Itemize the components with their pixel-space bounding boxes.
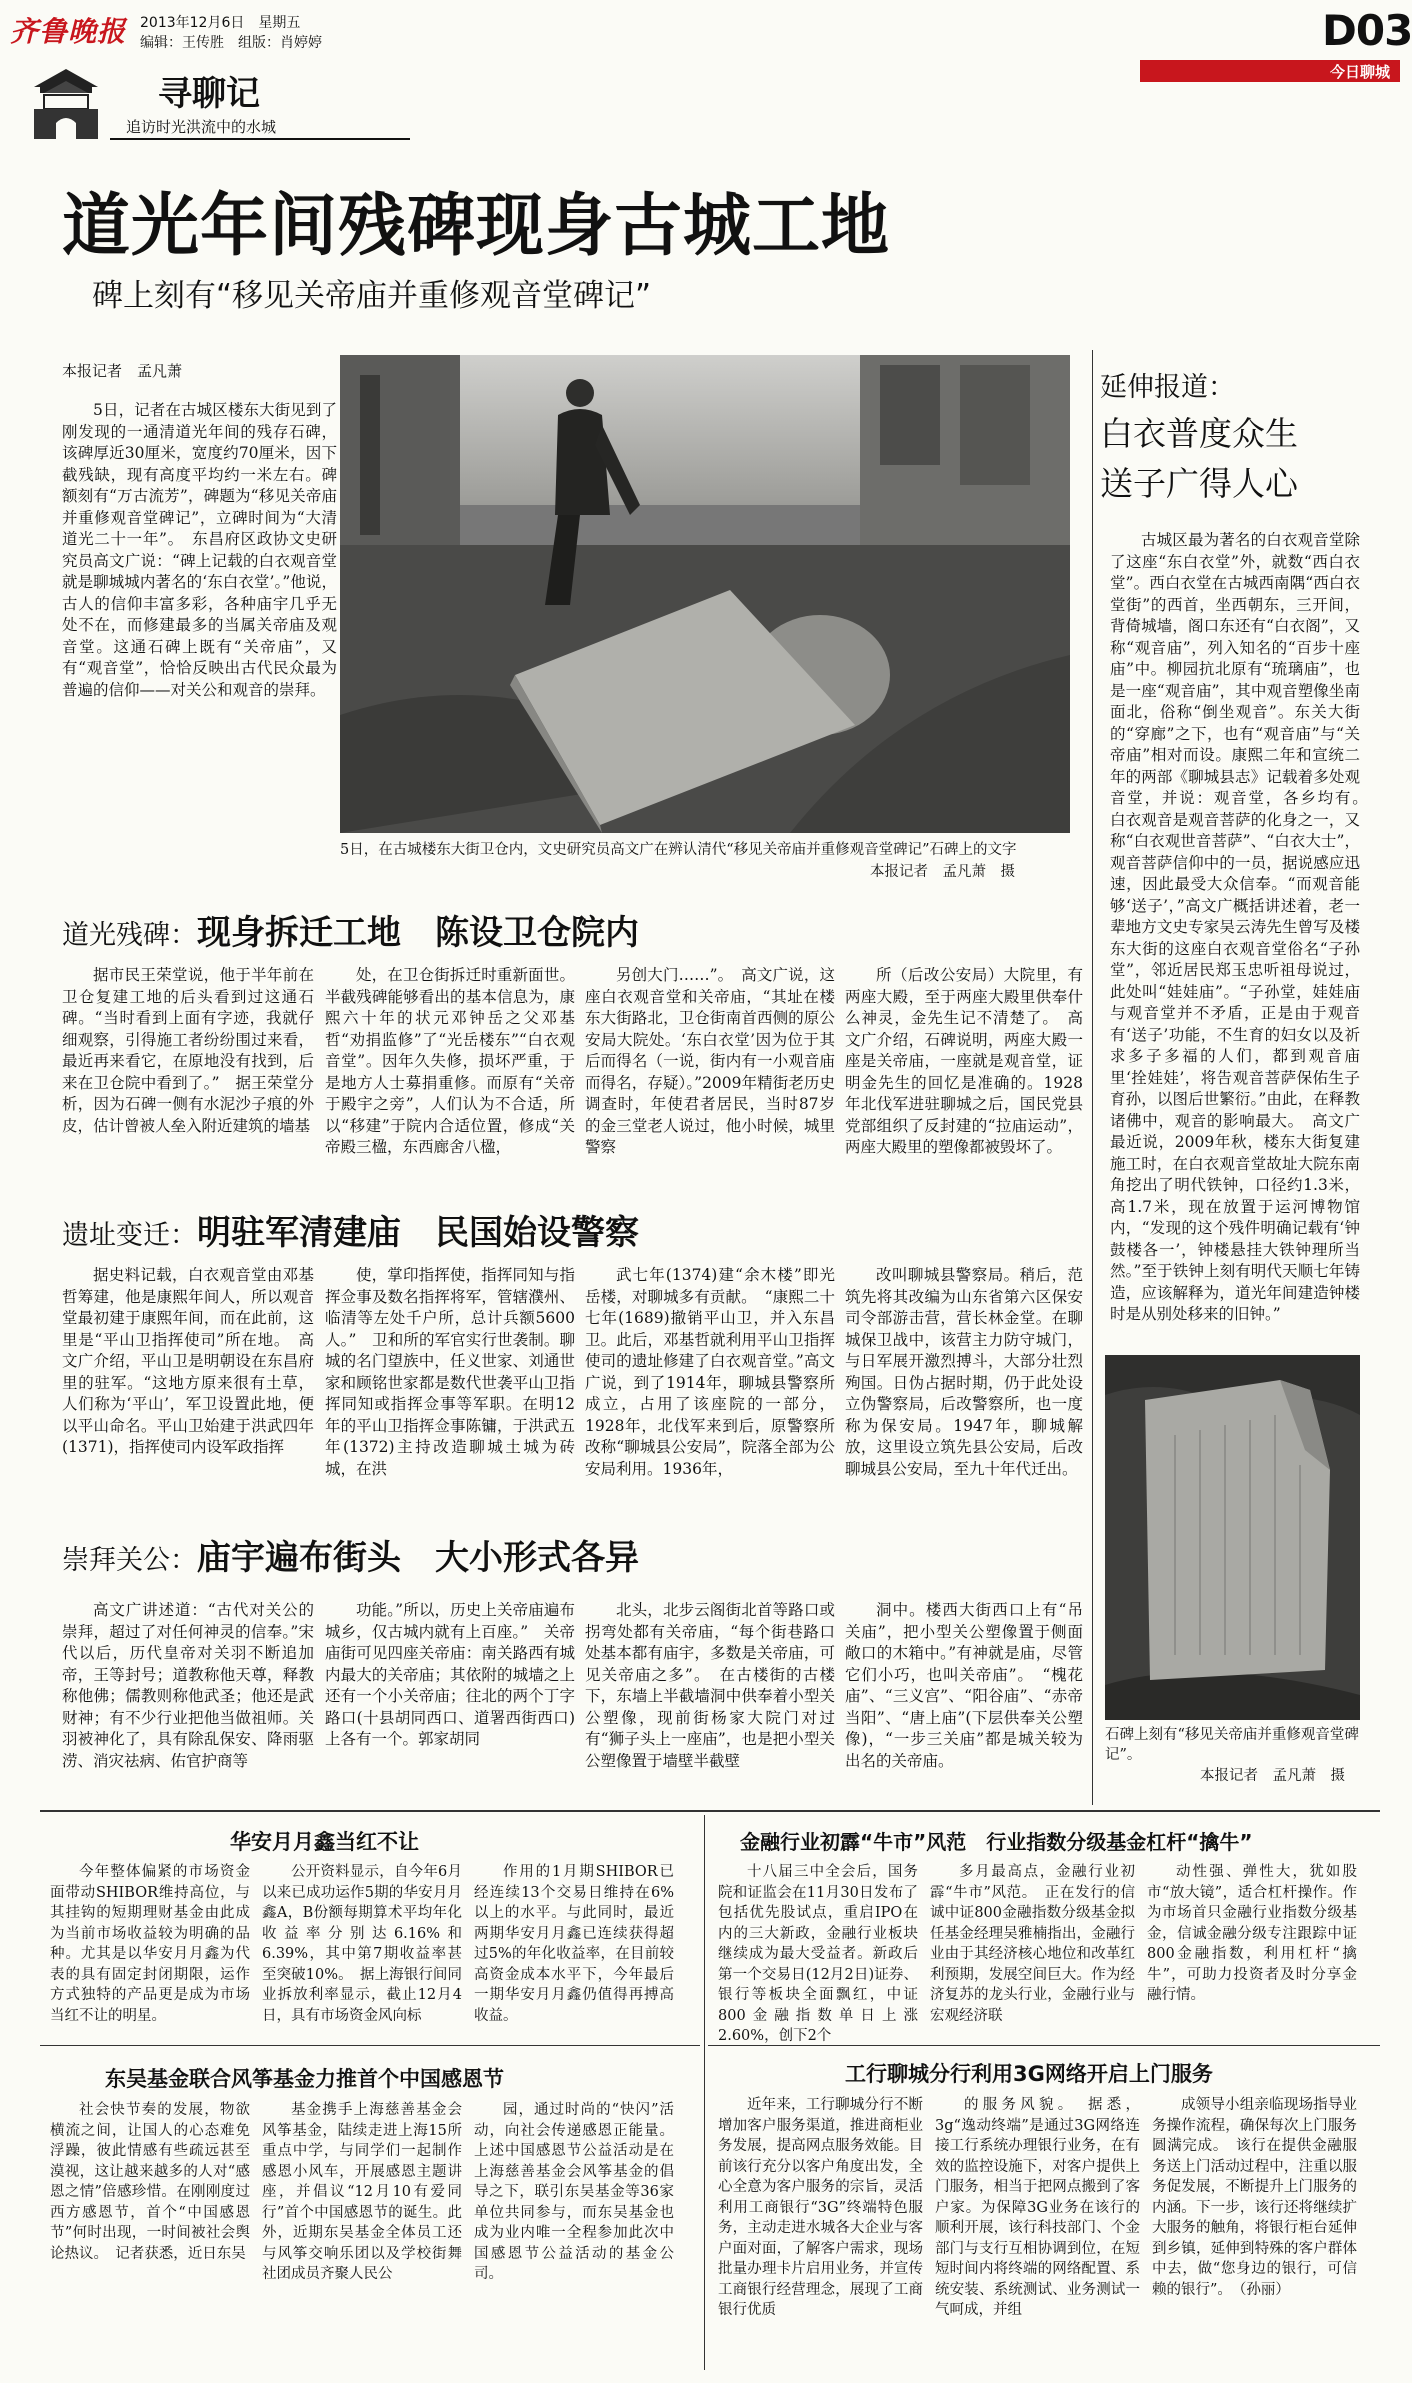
section-1-heading <box>62 905 639 954</box>
sidebar-label: 延伸报道： <box>1100 372 1235 403</box>
byline: 本报记者 孟凡萧 <box>62 362 183 380</box>
finance-b-title: 金融行业初霹“牛市”风范 行业指数分级基金杠杆“擒牛” <box>740 1830 1253 1854</box>
finance-a-col-3: 作用的1月期SHIBOR已经连续13个交易日维持在6%以上的水平。与此同时，最近两期华安月月鑫已连续获得超过5%的年化收益率，在目前较高资金成本水平下，今年最后一期华安月月鑫仍值得再搏高收益。 <box>474 1864 674 2024</box>
section-2-col-3: 武七年(1374)建“余木楼”即光岳楼，对聊城多有贡献。 “康熙二十七年(1689)撤销平山卫，并入东昌卫。此后，邓基哲就利用平山卫指挥使司的遗址修建了白衣观音堂。”高文广说，到了1914年，聊城县警察所成立，占用了该座院的一部分，1928年，北伐军来到后，原警察所改称“聊城县公安局”，院落全部为公安局利用。1936年， <box>585 1266 835 1478</box>
stele-photo <box>1105 1355 1360 1720</box>
editors-line: 编辑：王传胜 组版：肖婷婷 <box>140 35 322 51</box>
finance-d-col-1: 近年来，工行聊城分行不断增加客户服务渠道，推进商柜业务发展，提高网点服务效能。目前该行充分以客户角度出发，全心全意为客户服务的宗旨，灵活利用工商银行“3G”终端特色服务，主动走进水城各大企业与客户面对面，了解客户需求，现场批量办理卡片启用业务，并宣传工商银行经营理念，展现了工商银行优质 <box>718 2097 923 2318</box>
subheadline: 碑上刻有“移见关帝庙并重修观音堂碑记” <box>92 278 652 314</box>
finance-divider-top <box>40 1810 1380 1812</box>
section-1-prefix: 道光残碑： <box>62 920 197 951</box>
section-1-col-1: 据市民王荣堂说，他于半年前在卫仓复建工地的后头看到过这通石碑。“当时看到上面有字迹，我就仔细观察，引得施工者纷纷围过来看，最近再来看它，在原地没有找到，后来在卫仓院中看到了。” 据王荣堂分析，因为石碑一侧有水泥沙子痕的外皮，估计曾被人垒入附近建筑的墙基 <box>62 966 314 1135</box>
section-3-col-1: 高文广讲述道：“古代对关公的崇拜，超过了对任何神灵的信奉。”宋代以后，历代皇帝对关羽不断追加帝，王等封号；道教称他天尊，释教称他佛；儒教则称他武圣；他还是武财神；有不少行业把他当做祖师。关羽被神化了，具有除乱保安、降雨驱涝、消灾祛病、佑官护商等 <box>62 1601 314 1770</box>
column-name: 寻聊记 <box>158 74 260 114</box>
finance-c-col-3: 园，通过时尚的“快闪”活动，向社会传递感恩正能量。上述中国感恩节公益活动是在上海慈善基金会风筝基金的倡导之下，联引东吴基金等36家单位共同参与，而东吴基金也成为业内唯一全程参加此次中国感恩节公益活动的基金公司。 <box>474 2102 674 2282</box>
finance-divider-right-mid <box>708 2045 1380 2046</box>
section-3-col-3: 北头，北步云阁街北首等路口或拐弯处都有关帝庙，“每个街巷路口处基本都有庙宇，多数是关帝庙，可见关帝庙之多”。 在古楼街的古楼下，东墙上半截墙洞中供奉着小型关公塑像，现前街杨家大院门对过有“狮子头上一座庙”，也是把小型关公塑像置于墙壁半截壁 <box>585 1601 835 1770</box>
sidebar-divider <box>1092 350 1093 1805</box>
section-2-prefix: 遗址变迁： <box>62 1220 197 1251</box>
column-slogan-bar <box>110 116 410 140</box>
main-photo-credit: 本报记者 孟凡萧 摄 <box>870 864 1015 880</box>
finance-a-col-1: 今年整体偏紧的市场资金面带动SHIBOR维持高位，与其挂钩的短期理财基金由此成为当前市场收益较为明确的品种。尤其是以华安月月鑫为代表的具有固定封闭期限，运作方式独特的产品更是成为市场当红不让的明星。 <box>50 1864 250 2024</box>
column-slogan: 追访时光洪流中的水城 <box>126 118 277 136</box>
finance-b-col-1: 十八届三中全会后，国务院和证监会在11月30日发布了包括优先股试点，重启IPO在内的三大新政，金融行业板块继续成为最大受益者。新政后第一个交易日(12月2日)证券、银行等板块全面飘红，中证800金融指数单日上涨2.60%，创下2个 <box>718 1864 918 2044</box>
main-photo-caption: 5日，在古城楼东大街卫仓内，文史研究员高文广在辨认清代“移见关帝庙并重修观音堂碑记”石碑上的文字 <box>340 842 1017 858</box>
finance-a-title: 华安月月鑫当红不让 <box>230 1830 419 1854</box>
finance-b-col-3: 动性强、弹性大，犹如股市“放大镜”，适合杠杆操作。作为市场首只金融行业指数分级基金，信诚金融分级专注跟踪中证800金融指数，利用杠杆“擒牛”，可助力投资者及时分享金融行情。 <box>1147 1864 1357 2003</box>
column-logo-icon <box>30 65 102 143</box>
section-tag-label: 今日聊城 <box>1329 63 1390 81</box>
page-number: D03 <box>1322 6 1412 55</box>
stele-caption: 石碑上刻有“移见关帝庙并重修观音堂碑记”。 <box>1105 1727 1359 1763</box>
section-1-col-2: 处，在卫仓街拆迁时重新面世。半截残碑能够看出的基本信息为，康熙六十年的状元邓钟岳之父邓基哲“劝捐监修”了“光岳楼东”“白衣观音堂”。因年久失修，损坏严重，于是地方人士募捐重修。而原有“关帝于殿宇之旁”，人们认为不合适，所以“移建”于院内合适位置，修成“关帝殿三楹，东西廊舍八楹， <box>325 966 575 1156</box>
finance-a-col-2: 公开资料显示，自今年6月以来已成功运作5期的华安月月鑫A，B份额每期算术平均年化收益率分别达6.16%和6.39%，其中第7期收益率甚至突破10%。 据上海银行间同业拆放利率显示，截止12月4日，具有市场资金风向标 <box>262 1864 462 2024</box>
section-3-title: 庙宇遍布街头 大小形式各异 <box>197 1538 639 1578</box>
finance-b-col-2: 多月最高点，金融行业初霹“牛市”风范。 正在发行的信诚中证800金融指数分级基金拟任基金经理吴雅楠指出，金融行业由于其经济核心地位和改革红利预期，发展空间巨大。作为经济复苏的龙头行业，金融行业与宏观经济联 <box>930 1864 1135 2024</box>
section-2-heading <box>62 1205 639 1254</box>
finance-divider-left-mid <box>40 2045 700 2046</box>
section-3-prefix: 崇拜关公： <box>62 1545 197 1576</box>
sidebar-title-1: 白衣普度众生 <box>1100 414 1298 453</box>
finance-c-col-2: 基金携手上海慈善基金会风筝基金，陆续走进上海15所重点中学，与同学们一起制作感恩小风车，开展感恩主题讲座，并倡议“12月10有爱同行”首个中国感恩节的诞生。此外，近期东吴基金全体员工还与风筝交响乐团以及学校街舞社团成员齐聚人民公 <box>262 2102 462 2282</box>
section-3-heading <box>62 1530 639 1579</box>
finance-c-title: 东吴基金联合风筝基金力推首个中国感恩节 <box>105 2067 504 2091</box>
masthead: 齐鲁晚报 <box>10 15 127 48</box>
lead-text: 5日，记者在古城区楼东大街见到了刚发现的一通清道光年间的残存石碑，该碑厚近30厘米，宽度约70厘米，因下截残缺，现有高度平均约一米左右。碑额刻有“万古流芳”，碑题为“移见关帝庙并重修观音堂碑记”，立碑时间为“大清道光二十一年”。 东昌府区政协文史研究员高文广说：“碑上记载的白衣观音堂就是聊城城内著名的‘东白衣堂’。”他说，古人的信仰丰富多彩，各种庙宇几乎无处不在，而修建最多的当属关帝庙及观音堂。这通石碑上既有“关帝庙”，又有“观音堂”，恰恰反映出古代民众最为普遍的信仰——对关公和观音的崇拜。 <box>62 401 337 699</box>
section-tag <box>1140 60 1400 82</box>
date-line: 2013年12月6日 星期五 <box>140 15 301 31</box>
sidebar-text: 古城区最为著名的白衣观音堂除了这座“东白衣堂”外，就数“西白衣堂”。西白衣堂在古城西南隅“西白衣堂街”的西首，坐西朝东，三开间，背倚城墙，阁口东还有“白衣阁”，又称“观音庙”，列入知名的“百步十座庙”中。柳园抗北原有“琉璃庙”，也是一座“观音庙”，其中观音塑像坐南面北，俗称“倒坐观音”。东关大街的“穿廊”之下，也有“观音庙”与“关帝庙”相对而设。康熙二年和宣统二年的两部《聊城县志》记载着多处观音堂，并说：观音堂，各乡均有。 白衣观音是观音菩萨的化身之一，又称“白衣观世音菩萨”、“白衣大士”，观音菩萨信仰中的一员，据说感应迅速，因此最受大众信奉。“而观音能够‘送子’，”高文广概括讲述着，老一辈地方文史专家吴云涛先生曾写及楼东大街的这座白衣观音堂俗名“子孙堂”，邻近居民郑玉忠听祖母说过，此处叫“娃娃庙”。“子孙堂，娃娃庙与观音堂并不矛盾，正是由于观音有‘送子’功能，不生育的妇女以及祈求多子多福的人们，都到观音庙里‘拴娃娃’，将告观音菩萨保佑生子育孙，以图后世繁衍。”由此，在释教诸佛中，观音的影响最大。 高文广最近说，2009年秋，楼东大街复建施工时，在白衣观音堂故址大院东南角挖出了明代铁钟，口径约1.3米，高1.7米，现在放置于运河博物馆内，“发现的这个残件明确记载有‘钟鼓楼各一’，钟楼悬挂大铁钟理所当然。”至于铁钟上刻有明代天顺七年铸造，应该解释为，道光年间建造钟楼时是从别处移来的旧钟。” <box>1110 531 1376 1323</box>
headline: 道光年间残碑现身古城工地 <box>62 187 891 266</box>
section-1-col-3: 另创大门……”。 高文广说，这座白衣观音堂和关帝庙，“其址在楼东大街路北，卫仓街南首西侧的原公安局大院处。‘东白衣堂’因为位于其后而得名（一说，街内有一小观音庙而得名，存疑）。”2009年精街老历史调查时，年使君者居民，当时87岁的金三堂老人说过，他小时候，城里警察 <box>585 966 835 1156</box>
main-photo <box>340 355 1070 833</box>
section-2-title: 明驻军清建庙 民国始设警察 <box>197 1213 639 1253</box>
section-3-col-2: 功能。”所以，历史上关帝庙遍布城乡，仅古城内就有上百座。” 关帝庙街可见四座关帝庙：南关路西有城内最大的关帝庙；其依附的城墙之上还有一个小关帝庙；往北的两个丁字路口(十县胡同西口、道署西街西口)上各有一个。郭家胡同 <box>325 1601 575 1748</box>
finance-d-col-2: 的服务风貌。 据悉，3g“逸动终端”是通过3G网络连接工行系统办理银行业务，在有效的监控设施下，对客户提供上门服务，相当于把网点搬到了客户家。为保障3G业务在该行的顺利开展，该行科技部门、个金部门与支行互相协调到位，在短短时间内将终端的网络配置、系统安装、系统测试、业务测试一气呵成，并组 <box>935 2097 1140 2318</box>
sidebar-title-2: 送子广得人心 <box>1100 464 1298 503</box>
section-2-col-2: 使，掌印指挥使，指挥同知与指挥佥事及数名指挥将军，管辖濮州、临清等左处千户所，总计兵额5600人。” 卫和所的军官实行世袭制。聊城的名门望族中，任义世家、刘通世家和顾铭世家都是数代世袭平山卫指挥同知或指挥佥事等军职。在明12年的平山卫指挥佥事陈镛，于洪武五年(1372)主持改造聊城土城为砖城，在洪 <box>325 1266 575 1478</box>
finance-d-col-3: 成领导小组亲临现场指导业务操作流程，确保每次上门服务圆满完成。 该行在提供金融服务送上门活动过程中，注重以服务促发展，不断提升上门服务的内涵。下一步，该行还将继续扩大服务的触角，将银行柜台延伸到乡镇，延伸到特殊的客户群体中去，做“您身边的银行，可信赖的银行”。 （孙丽） <box>1152 2097 1357 2298</box>
finance-d-title: 工行聊城分行利用3G网络开启上门服务 <box>845 2062 1213 2086</box>
section-2-col-1: 据史料记载，白衣观音堂由邓基哲筹建，他是康熙年间人，所以观音堂最初建于康熙年间，而在此前，这里是“平山卫指挥使司”所在地。 高文广介绍，平山卫是明朝设在东昌府里的驻军。“这地方原来很有土草，人们称为‘平山’，军卫设置此地，便以平山命名。平山卫始建于洪武四年(1371)，指挥使司内设军政指挥 <box>62 1266 314 1456</box>
finance-divider-vertical <box>704 1815 705 2370</box>
section-1-title: 现身拆迁工地 陈设卫仓院内 <box>197 913 639 953</box>
stele-credit: 本报记者 孟凡萧 摄 <box>1200 1768 1345 1784</box>
finance-c-col-1: 社会快节奏的发展，物欲横流之间，让国人的心态难免浮躁，彼此情感有些疏远甚至漠视，这让越来越多的人对“感恩之情”倍感珍惜。在刚刚度过西方感恩节，首个“中国感恩节”何时出现，一时间被社会舆论热议。 记者获悉，近日东吴 <box>50 2102 250 2262</box>
section-1-col-4: 所（后改公安局）大院里，有两座大殿，至于两座大殿里供奉什么神灵，金先生记不清楚了。 高文广介绍，石碑说明，两座大殿一座是关帝庙，一座就是观音堂，证明金先生的回忆是准确的。1928年北伐军进驻聊城之后，国民党县党部组织了反封建的“拉庙运动”，两座大殿里的塑像都被毁坏了。 <box>845 966 1083 1156</box>
section-3-col-4: 洞中。楼西大街西口上有“吊关庙”，把小型关公塑像置于侧面敞口的木箱中。”有神就是庙，尽管它们小巧，也叫关帝庙”。 “槐花庙”、“三义宫”、“阳谷庙”、“赤帝当阳”、“唐上庙”(下层供奉关公塑像)，“一步三关庙”都是城关较为出名的关帝庙。 <box>845 1601 1083 1770</box>
section-2-col-4: 改叫聊城县警察局。稍后，范筑先将其改编为山东省第六区保安司令部游击营，营长林金堂。在聊城保卫战中，该营主力防守城门，与日军展开激烈搏斗，大部分壮烈殉国。日伪占据时期，仍于此处设立伪警察局，后改警察所，也一度称为保安局。1947年，聊城解放，这里设立筑先县公安局，后改聊城县公安局，至九十年代迁出。 <box>845 1266 1083 1478</box>
